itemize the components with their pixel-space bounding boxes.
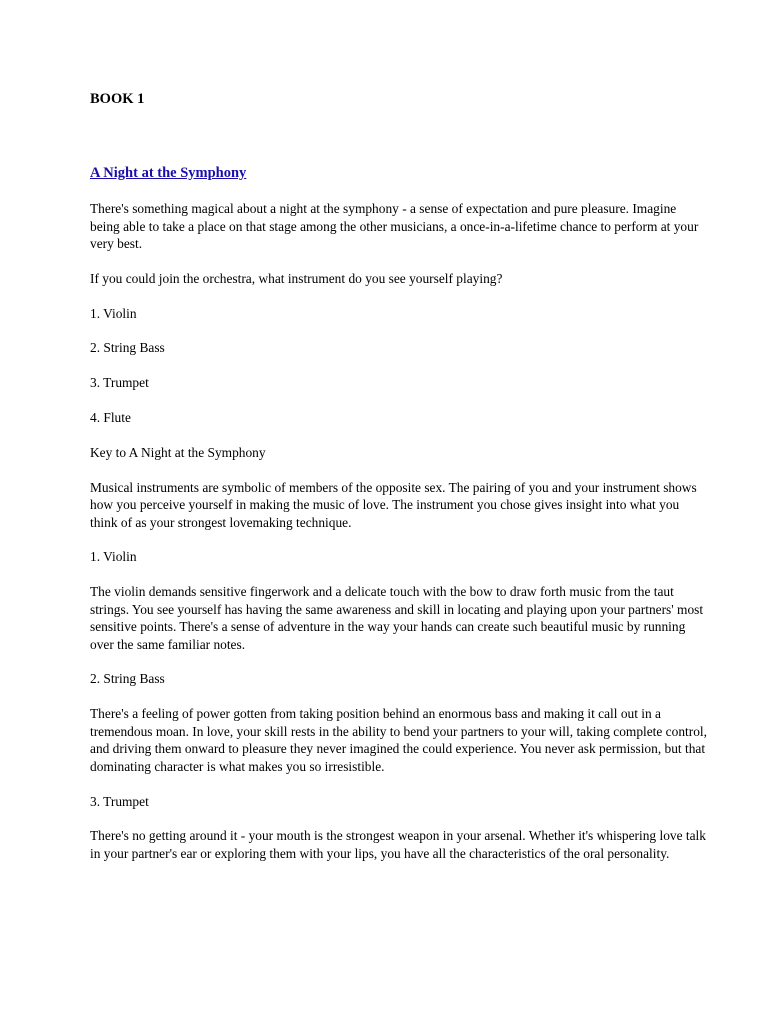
book-title: BOOK 1 bbox=[90, 91, 145, 107]
option-item: 4. Flute bbox=[90, 409, 131, 425]
answer-heading: 2. String Bass bbox=[90, 671, 165, 687]
document-body bbox=[90, 200, 708, 880]
option-item: 3. Trumpet bbox=[90, 375, 149, 391]
option-item: 2. String Bass bbox=[90, 340, 165, 356]
section-title-link[interactable]: A Night at the Symphony bbox=[90, 165, 247, 181]
intro-paragraph: There's something magical about a night at the symphony - a sense of expectation and pure pleasure. Imagine being able to take a place on that stage among the other musicians, a once-in-a-lifetime chance to perform at your very best. bbox=[90, 201, 699, 251]
question-paragraph: If you could join the orchestra, what instrument do you see yourself playing? bbox=[90, 270, 503, 286]
answer-heading: 1. Violin bbox=[90, 549, 137, 565]
answer-paragraph: There's a feeling of power gotten from taking position behind an enormous bass and making it call out in a tremendous moan. In love, your skill rests in the ability to bend your partners to your will, taking complete control, and driving them onward to pleasure they never imagined the could experience. You never ask permission, but that dominating character is what makes you so irresistible. bbox=[90, 706, 707, 774]
key-intro-paragraph: Musical instruments are symbolic of members of the opposite sex. The pairing of you and your instrument shows how you perceive yourself in making the music of love. The instrument you chose gives insight into what you think of as your strongest lovemaking technique. bbox=[90, 479, 697, 530]
answer-paragraph: The violin demands sensitive fingerwork and a delicate touch with the bow to draw forth music from the taut strings. You see yourself has having the same awareness and skill in locating and playing upon your partners' most sensitive points. There's a sense of adventure in the way your hands can create such beautiful music by running over the same familiar notes. bbox=[90, 584, 704, 652]
answer-heading: 3. Trumpet bbox=[90, 793, 149, 809]
answer-paragraph: There's no getting around it - your mouth is the strongest weapon in your arsenal. Whether it's whispering love talk in your partner's ear or exploring them with your lips, you have all the characteristics of the oral personality. bbox=[90, 828, 706, 861]
key-heading: Key to A Night at the Symphony bbox=[90, 444, 266, 460]
option-item: 1. Violin bbox=[90, 305, 137, 321]
